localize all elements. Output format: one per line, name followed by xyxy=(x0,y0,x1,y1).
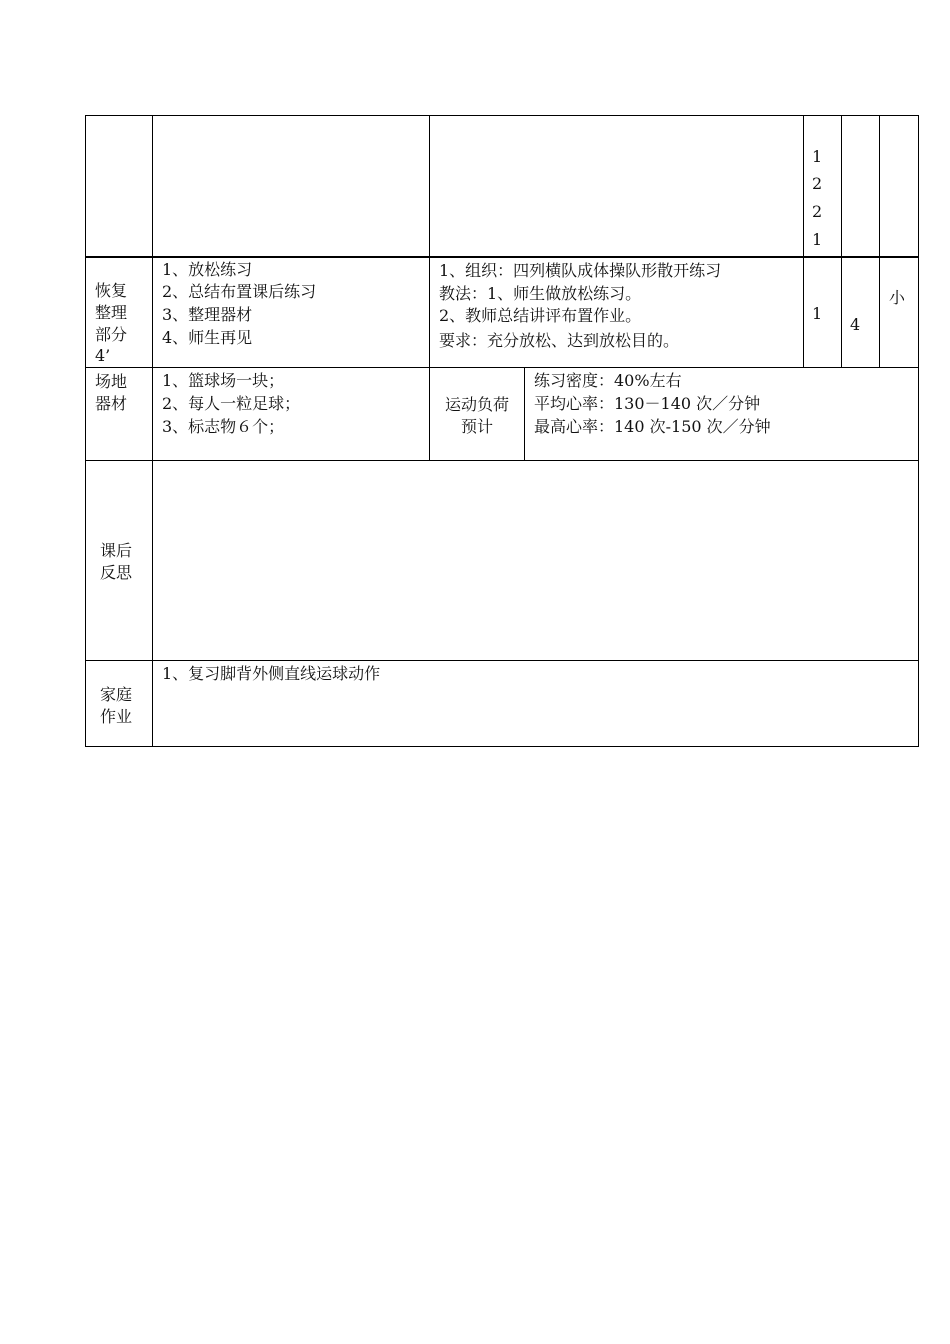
recovery-duration: 4 xyxy=(850,315,861,334)
list-item: 2、总结布置课后练习 xyxy=(162,282,317,301)
method-line: 教法：1、师生做放松练习。 xyxy=(439,284,642,303)
list-item: 1、放松练习 xyxy=(162,260,253,279)
method-line: 要求：充分放松、达到放松目的。 xyxy=(439,331,680,350)
list-item: 3、标志物６个； xyxy=(162,417,285,436)
method-line: 2、教师总结讲评布置作业。 xyxy=(439,306,642,325)
homework-item: 1、复习脚背外侧直线运球动作 xyxy=(162,664,381,683)
times-number: 1 xyxy=(812,230,823,249)
load-line: 最高心率：140 次-150 次／分钟 xyxy=(534,417,771,436)
list-item: 3、整理器材 xyxy=(162,305,253,324)
list-item: 2、每人一粒足球； xyxy=(162,394,301,413)
recovery-times: 1 xyxy=(812,304,823,323)
list-item: 1、篮球场一块； xyxy=(162,371,285,390)
load-line: 练习密度：40%左右 xyxy=(534,371,682,390)
method-line: 1、组织：四列横队成体操队形散开练习 xyxy=(439,261,722,280)
list-item: 4、师生再见 xyxy=(162,328,253,347)
recovery-intensity: 小 xyxy=(889,288,906,307)
times-number: 1 xyxy=(812,147,823,166)
times-number: 2 xyxy=(812,202,823,221)
times-number: 2 xyxy=(812,174,823,193)
load-line: 平均心率：130－140 次／分钟 xyxy=(534,394,761,413)
